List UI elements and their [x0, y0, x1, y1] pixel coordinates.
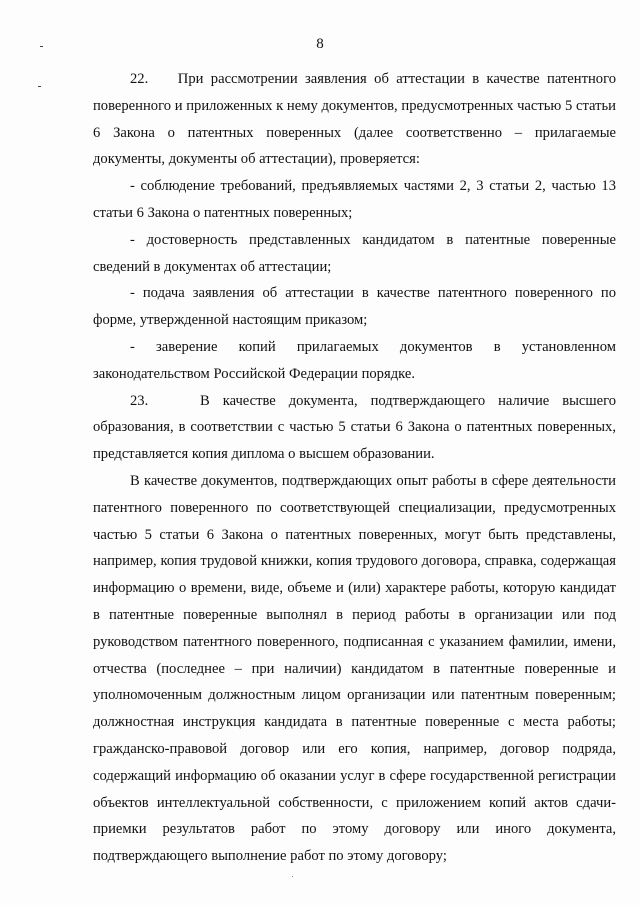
- page-number: 8: [316, 36, 324, 52]
- paragraph-22: 22. При рассмотрении заявления об аттестации в качестве патентного поверенного и приложенных к нему документов, предусмотренных частью 5 статьи 6 Закона о патентных поверенных (далее соответственно – прилагаемые документы, документы об аттестации), проверяется:: [93, 71, 616, 168]
- requirement-item-1: - соблюдение требований, предъявляемых частями 2, 3 статьи 2, частью 13 статьи 6 Закона о патентных поверенных;: [93, 178, 616, 221]
- requirement-item-2: - достоверность представленных кандидатом в патентные поверенные сведений в документах об аттестации;: [93, 231, 616, 275]
- paragraph-23: 23. В качестве документа, подтверждающего наличие высшего образования, в соответствии с частью 5 статьи 6 Закона о патентных поверенных, представляется копия диплома о высшем образовании.: [93, 392, 616, 463]
- scan-speck: [38, 86, 41, 87]
- scan-speck: [40, 46, 43, 47]
- paragraph-experience-documents: В качестве документов, подтверждающих опыт работы в сфере деятельности патентного поверенного по соответствующей специализации, предусмотренных частью 5 статьи 6 Закона о патентных поверенных, могут быть представлены, например, копия трудовой книжки, копия трудового договора, справка, содержащая информацию о времени, виде, объеме и (или) характере работы, которую кандидат в патентные поверенные выполнял в период работы в организации или под руководством патентного поверенного, подписанная с указанием фамилии, имени, отчества (последнее – при наличии) кандидатом в патентные поверенные и уполномоченным должностным лицом организации или патентным поверенным; должностная инструкция кандидата в патентные поверенные с места работы; гражданско-правовой договор или его копия, например, договор подряда, содержащий информацию об оказании услуг в сфере государственной регистрации объектов интеллектуальной собственности, с приложением копий актов сдачи-приемки результатов работ по этому договору или иного документа, подтверждающего выполнение работ по этому договору;: [93, 472, 616, 865]
- document-body: [93, 66, 616, 870]
- scan-speck: [292, 876, 293, 877]
- requirement-item-4: - заверение копий прилагаемых документов в установленном законодательством Российской Федерации порядке.: [93, 338, 616, 382]
- requirement-item-3: - подача заявления об аттестации в качестве патентного поверенного по форме, утвержденной настоящим приказом;: [93, 285, 616, 329]
